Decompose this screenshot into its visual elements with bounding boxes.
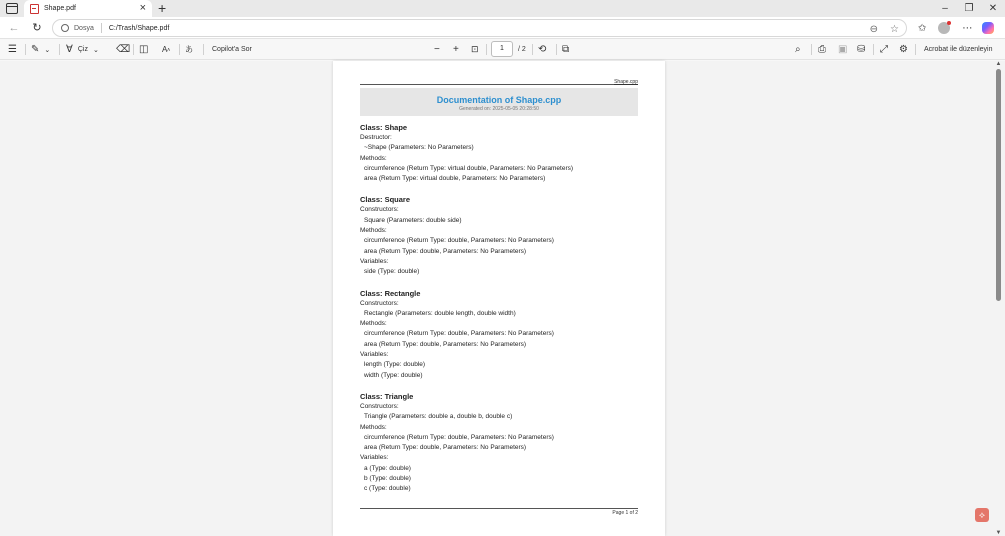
scrollbar[interactable]	[993, 61, 1005, 536]
member-line: Triangle (Parameters: double a, double b, double c)	[364, 413, 513, 421]
close-window-button[interactable]: ✕	[988, 3, 998, 14]
info-icon[interactable]	[61, 24, 69, 32]
fullscreen-icon[interactable]: ⤢	[880, 44, 888, 55]
toolbar-divider	[203, 44, 204, 55]
chevron-down-icon: ⌄	[92, 46, 99, 54]
text-box-icon[interactable]: ◫	[139, 44, 149, 55]
class-title: Class: Rectangle	[360, 288, 421, 298]
class-block	[360, 195, 638, 277]
fit-page-icon[interactable]: ⊡	[471, 44, 479, 54]
toolbar-divider	[556, 44, 557, 55]
class-block	[360, 123, 638, 184]
refresh-icon[interactable]: ↻	[32, 22, 42, 34]
browser-actions	[918, 20, 994, 36]
tab-title: Shape.pdf	[44, 5, 76, 12]
member-line: area (Return Type: double, Parameters: No Parameters)	[364, 340, 527, 348]
section-label: Variables:	[360, 454, 389, 462]
toolbar-divider	[59, 44, 60, 55]
section-label: Destructor:	[360, 134, 392, 141]
pdf-viewer[interactable]	[0, 61, 1005, 536]
copilot-icon[interactable]	[982, 22, 994, 34]
highlight-icon[interactable]: ✎ ⌄	[31, 44, 51, 55]
read-aloud-icon[interactable]: A ʌ	[162, 45, 170, 54]
member-line: a (Type: double)	[364, 464, 411, 472]
pdf-file-icon	[30, 4, 39, 14]
section-label: Constructors:	[360, 402, 399, 410]
settings-gear-icon[interactable]: ⚙	[899, 44, 908, 55]
document-title: Documentation of Shape.cpp	[436, 95, 562, 105]
draw-icon: ∀	[66, 44, 73, 55]
new-tab-button[interactable]: +	[158, 0, 167, 16]
member-line: area (Return Type: double, Parameters: No Parameters)	[364, 444, 527, 452]
title-box	[360, 88, 638, 116]
toolbar-divider	[179, 44, 180, 55]
member-line: length (Type: double)	[364, 361, 426, 369]
edit-in-acrobat-button[interactable]	[924, 42, 993, 57]
save-icon[interactable]: ▣	[838, 44, 848, 55]
page-view-icon[interactable]: ⧉	[562, 44, 570, 55]
restore-button[interactable]: ❐	[964, 3, 974, 14]
favorites-icon[interactable]: ✩	[918, 22, 927, 34]
profile-avatar[interactable]	[938, 22, 950, 34]
tab-actions-icon[interactable]	[6, 3, 18, 14]
eraser-icon[interactable]: ⌫	[116, 44, 131, 55]
zoom-icon[interactable]: ⊖	[869, 24, 878, 35]
zoom-in-icon[interactable]: +	[453, 44, 459, 55]
address-bar[interactable]	[52, 19, 907, 37]
section-label: Variables:	[360, 351, 389, 359]
class-block	[360, 289, 638, 381]
edit-in-acrobat-label-2: düzenleyin	[959, 46, 993, 53]
print-icon[interactable]: ⎙	[818, 44, 826, 55]
address-label: Dosya	[74, 24, 94, 32]
toolbar-divider	[486, 44, 487, 55]
class-title: Class: Triangle	[360, 391, 414, 401]
search-icon[interactable]: ⌕	[795, 44, 801, 55]
section-label: Constructors:	[360, 206, 399, 214]
page-total: / 2	[518, 46, 526, 53]
class-block	[360, 392, 638, 495]
member-line: circumference (Return Type: double, Parameters: No Parameters)	[364, 433, 554, 441]
draw-button[interactable]	[66, 42, 99, 57]
edit-in-acrobat-label-1: Acrobat ile	[924, 46, 958, 53]
member-line: side (Type: double)	[364, 268, 420, 276]
scroll-up-icon[interactable]: ▲	[995, 61, 1002, 67]
member-line: Rectangle (Parameters: double length, double width)	[364, 309, 516, 317]
pdf-page	[333, 61, 665, 536]
class-title: Class: Shape	[360, 123, 408, 132]
tab-close-icon[interactable]: ×	[139, 2, 146, 14]
acrobat-icon[interactable]: ⟡	[975, 508, 989, 522]
section-label: Methods:	[360, 154, 387, 162]
section-label: Methods:	[360, 423, 387, 431]
section-label: Methods:	[360, 320, 387, 328]
toolbar-divider	[811, 44, 812, 55]
header-rule	[360, 84, 638, 85]
section-label: Constructors:	[360, 299, 399, 307]
member-line: area (Return Type: double, Parameters: No Parameters)	[364, 247, 527, 255]
address-url[interactable]: C:/Trash/Shape.pdf	[108, 24, 170, 32]
draw-label: Çiz	[77, 46, 88, 53]
toolbar-divider	[532, 44, 533, 55]
generated-date: Generated on: 2025-05-05 20:28:50	[459, 106, 539, 112]
toolbar-divider	[133, 44, 134, 55]
back-arrow-icon[interactable]: ←	[8, 22, 20, 34]
member-line: b (Type: double)	[364, 475, 411, 483]
member-line: area (Return Type: virtual double, Parameters: No Parameters)	[364, 175, 546, 183]
class-title: Class: Square	[360, 195, 411, 205]
class-list	[360, 123, 638, 506]
page-number-input[interactable]: 1	[491, 41, 513, 57]
toolbar-divider	[873, 44, 874, 55]
translate-icon[interactable]: あ	[185, 45, 193, 54]
toolbar-divider	[915, 44, 916, 55]
tab-bar	[0, 0, 1005, 17]
save-as-icon[interactable]: ⛁	[857, 44, 866, 55]
header-file-link[interactable]: Shape.cpp	[614, 79, 638, 85]
more-options-icon[interactable]: ⋯	[962, 22, 973, 34]
member-line: ~Shape (Parameters: No Parameters)	[364, 144, 474, 152]
section-label: Variables:	[360, 257, 389, 265]
member-line: c (Type: double)	[364, 485, 411, 493]
member-line: circumference (Return Type: virtual double, Parameters: No Parameters)	[364, 164, 574, 172]
rotate-icon[interactable]: ⟲	[538, 44, 547, 55]
scroll-down-icon[interactable]: ▼	[995, 530, 1002, 536]
member-line: circumference (Return Type: double, Parameters: No Parameters)	[364, 330, 554, 338]
section-label: Methods:	[360, 227, 387, 235]
footer-rule	[360, 508, 638, 509]
pdf-toolbar	[0, 39, 1005, 60]
favorite-star-icon[interactable]: ☆	[890, 24, 899, 35]
tab-shape-pdf[interactable]	[24, 0, 152, 17]
copilot-ask-button[interactable]: Copilot'a Sor	[212, 46, 252, 53]
minimize-button[interactable]: –	[942, 3, 948, 14]
page-footer: Page 1 of 2	[612, 510, 638, 516]
toolbar-divider	[25, 44, 26, 55]
member-line: Square (Parameters: double side)	[364, 216, 462, 224]
address-divider	[101, 23, 102, 33]
contents-icon[interactable]: ☰	[8, 44, 17, 55]
navigation-bar	[0, 17, 1005, 39]
member-line: circumference (Return Type: double, Parameters: No Parameters)	[364, 237, 554, 245]
scrollbar-thumb[interactable]	[996, 69, 1001, 301]
member-line: width (Type: double)	[364, 371, 423, 379]
zoom-out-icon[interactable]: −	[434, 44, 440, 55]
